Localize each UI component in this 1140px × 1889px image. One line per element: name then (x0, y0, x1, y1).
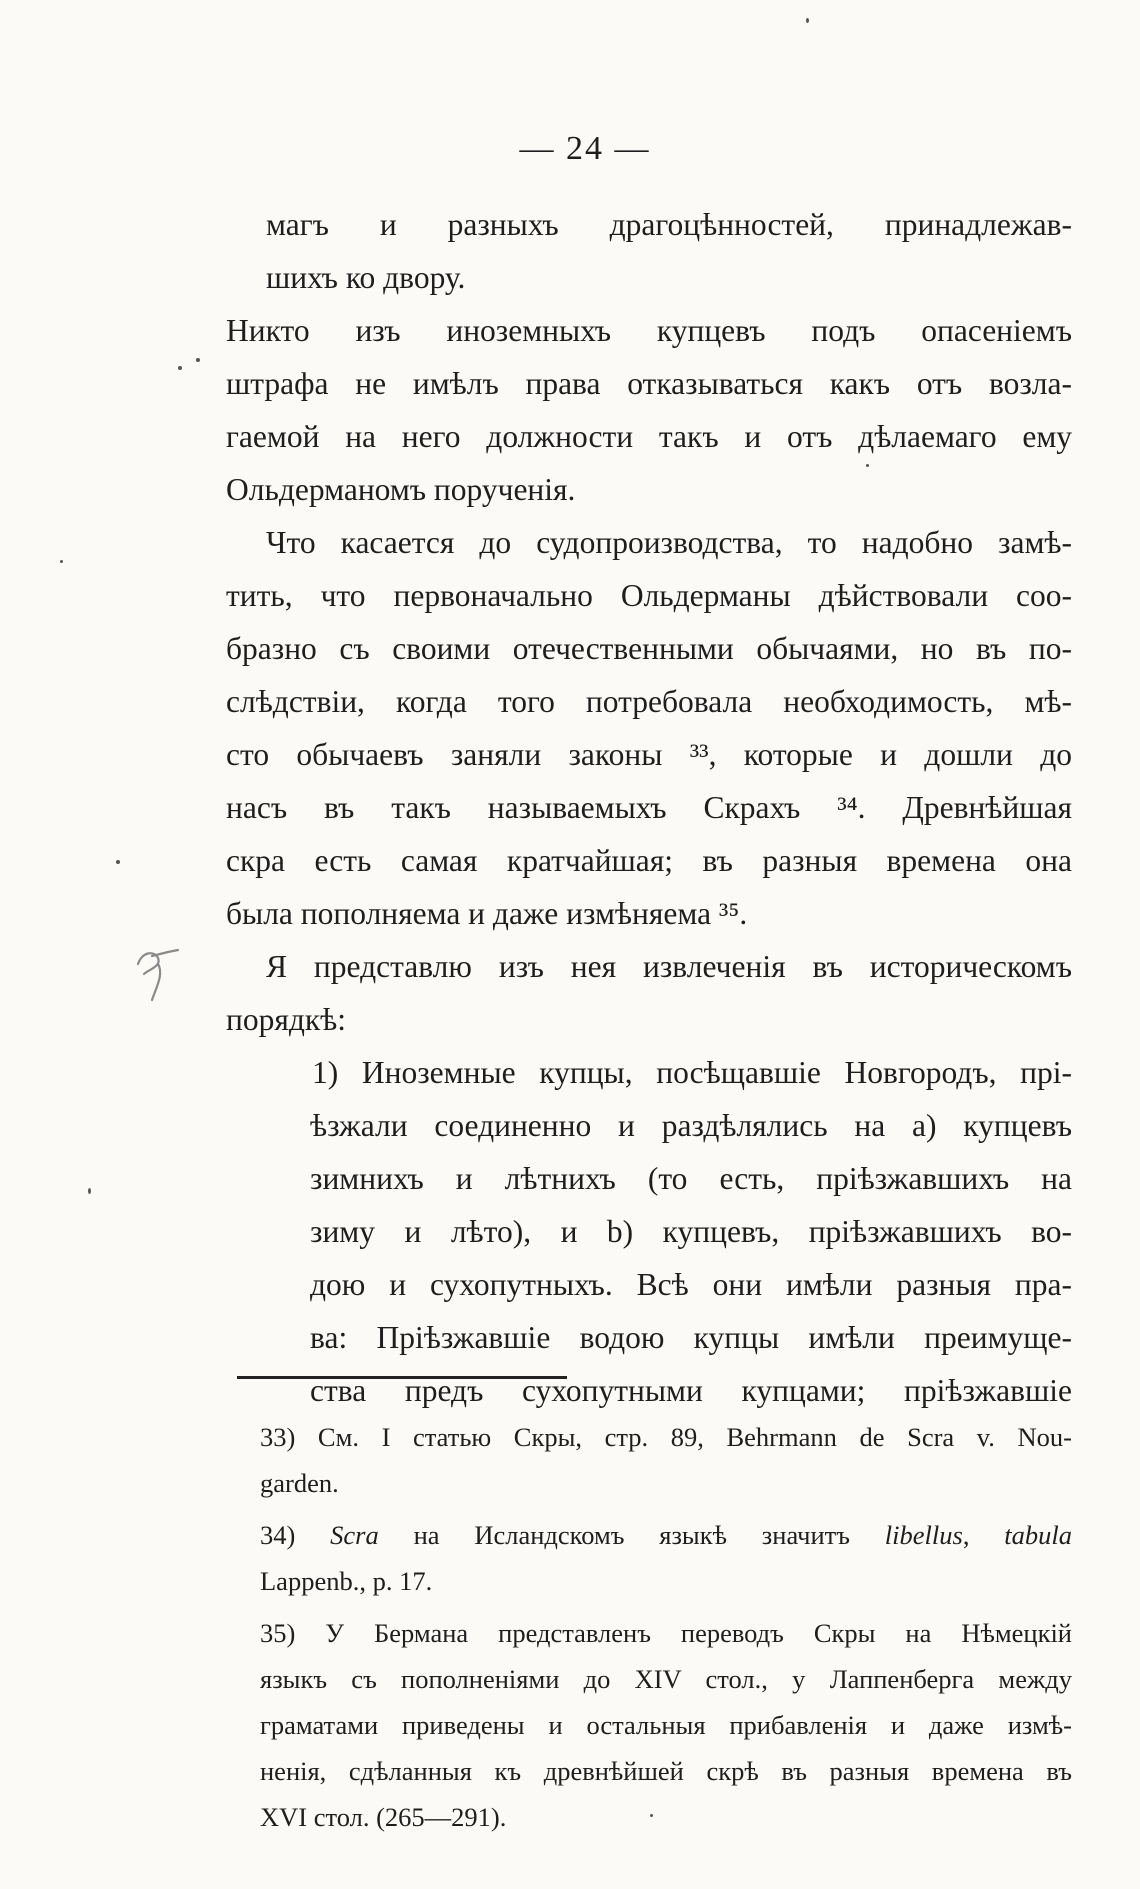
text-line: насъ въ такъ называемыхъ Скрахъ ³⁴. Древнѣйшая (226, 790, 1072, 825)
text-line: ѣзжали соединенно и раздѣлялись на а) купцевъ (310, 1108, 1072, 1143)
footnote-34-text: на Исландскомъ языкѣ значитъ (378, 1520, 885, 1550)
text-line: порядкѣ: (226, 1002, 347, 1037)
text-line: ства предъ сухопутными купцами; пріѣзжавшіе (310, 1373, 1072, 1408)
scan-speck (60, 560, 63, 563)
text-line: Ольдерманомъ порученія. (226, 472, 576, 507)
footnote-34-comma: , (962, 1520, 1005, 1550)
main-text (226, 198, 1072, 1417)
footnote-35-line-5: XVI стол. (265—291). (260, 1802, 507, 1832)
footnote-33-line-2: garden. (260, 1468, 339, 1498)
scan-speck (806, 18, 809, 23)
footnote-35-line-1: 35) У Бермана представленъ переводъ Скры на Нѣмецкій (260, 1618, 1072, 1648)
scan-speck (866, 464, 869, 467)
text-line: дою и сухопутныхъ. Всѣ они имѣли разныя пра- (310, 1267, 1072, 1302)
footnote-35-line-3: граматами приведены и остальныя прибавленія и даже измѣ- (260, 1710, 1072, 1740)
footnote-34-line-1 (260, 1512, 1072, 1558)
footnotes (260, 1414, 1072, 1840)
footnote-34-number: 34) (260, 1520, 331, 1550)
text-line: Что касается до судопроизводства, то надобно замѣ- (266, 525, 1072, 560)
text-line: скра есть самая кратчайшая; въ разныя времена она (226, 843, 1072, 878)
text-line: зиму и лѣто), и b) купцевъ, пріѣзжавшихъ во- (310, 1214, 1072, 1249)
margin-pencil-mark (128, 944, 188, 1008)
text-line: сто обычаевъ заняли законы ³³, которые и дошли до (226, 737, 1072, 772)
page-number: — 24 — (519, 130, 651, 167)
scan-speck (88, 1188, 91, 1194)
text-line: Никто изъ иноземныхъ купцевъ подъ опасеніемъ (226, 313, 1072, 348)
text-line: Я представлю изъ нея извлеченія въ историческомъ (266, 949, 1072, 984)
scan-speck (196, 358, 200, 362)
text-line: 1) Иноземные купцы, посѣщавшіе Новгородъ, прі- (312, 1055, 1072, 1090)
text-line: бразно съ своими отечественными обычаями, но въ по- (226, 631, 1072, 666)
text-line: магъ и разныхъ драгоцѣнностей, принадлежав- (266, 207, 1072, 242)
footnote-34-tabula: tabula (1004, 1520, 1073, 1550)
footnote-33-line-1: 33) См. I статью Скры, стр. 89, Behrmann de Scra v. Nou- (260, 1422, 1072, 1452)
text-line: шихъ ко двору. (266, 260, 466, 295)
text-line: слѣдствіи, когда того потребовала необходимость, мѣ- (226, 684, 1072, 719)
text-line: зимнихъ и лѣтнихъ (то есть, пріѣзжавшихъ на (310, 1161, 1072, 1196)
footnote-34-libellus: libellus (884, 1520, 963, 1550)
footnote-35-line-4: ненія, сдѣланныя къ древнѣйшей скрѣ въ разныя времена въ (260, 1756, 1072, 1786)
footnote-35-line-2: языкъ съ пополненіями до XIV стол., у Лаппенберга между (260, 1664, 1072, 1694)
text-line: была пополняема и даже измѣняема ³⁵. (226, 896, 748, 931)
scan-speck (116, 860, 120, 864)
text-line: тить, что первоначально Ольдерманы дѣйствовали соо- (226, 578, 1072, 613)
scan-speck (178, 366, 182, 370)
footnote-separator (237, 1376, 567, 1379)
text-line: штрафа не имѣлъ права отказываться какъ отъ возла- (226, 366, 1072, 401)
footnote-34-line-2: Lappenb., p. 17. (260, 1566, 433, 1596)
scan-speck (650, 1814, 653, 1817)
text-line: гаемой на него должности такъ и отъ дѣлаемаго ему (226, 419, 1072, 454)
text-line: ва: Пріѣзжавшіе водою купцы имѣли преимуще- (310, 1320, 1072, 1355)
footnote-34-scra: Scra (330, 1520, 379, 1550)
